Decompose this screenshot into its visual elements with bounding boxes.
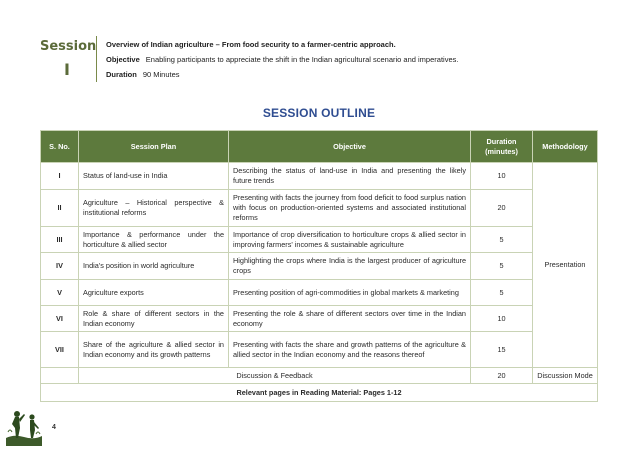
row-objective: Presenting with facts the journey from food deficit to food surplus nation with focus on production-oriented systems and associated institutional reforms [229, 190, 471, 227]
row-duration: 20 [471, 190, 533, 227]
relevant-pages: Relevant pages in Reading Material: Pages 1-12 [41, 384, 598, 402]
table-row [41, 227, 598, 253]
objective-line [106, 55, 458, 64]
col-header-session-plan: Session Plan [79, 131, 229, 163]
objective-label: Objective [106, 55, 140, 64]
row-plan: Agriculture exports [79, 280, 229, 306]
methodology-cell: Presentation [533, 163, 598, 368]
row-objective: Presenting with facts the share and growth patterns of the agriculture & allied sector in the Indian economy and the reasons thereof [229, 332, 471, 368]
row-sno: VI [41, 306, 79, 332]
session-outline-table [40, 130, 598, 402]
table-row [41, 163, 598, 190]
page-number: 4 [52, 424, 56, 431]
outline-title: SESSION OUTLINE [262, 106, 376, 120]
row-objective: Highlighting the crops where India is the largest producer of agriculture crops [229, 253, 471, 280]
row-duration: 5 [471, 227, 533, 253]
duration-text: 90 Minutes [142, 70, 180, 79]
row-objective: Presenting the role & share of different sectors over time in the Indian economy [229, 306, 471, 332]
row-sno: III [41, 227, 79, 253]
duration-line [106, 70, 180, 79]
row-objective: Presenting position of agri-commodities in global markets & marketing [229, 280, 471, 306]
relevant-pages-row [41, 384, 598, 402]
session-title: Overview of Indian agriculture – From food security to a farmer-centric approach. [106, 40, 396, 49]
table-header-row [41, 131, 598, 163]
col-header-methodology: Methodology [533, 131, 598, 163]
farmers-silhouette-logo [6, 404, 42, 446]
row-plan: Share of the agriculture & allied sector in Indian economy and its growth patterns [79, 332, 229, 368]
row-objective: Describing the status of land-use in India and presenting the likely future trends [229, 163, 471, 190]
row-duration: 5 [471, 280, 533, 306]
row-plan: Importance & performance under the horticulture & allied sector [79, 227, 229, 253]
row-objective: Importance of crop diversification to horticulture crops & allied sector in improving farmers' incomes & sustainable agriculture [229, 227, 471, 253]
col-header-objective: Objective [229, 131, 471, 163]
row-duration: 15 [471, 332, 533, 368]
discussion-label: Discussion & Feedback [79, 368, 471, 384]
row-plan: India's position in world agriculture [79, 253, 229, 280]
table-row [41, 190, 598, 227]
row-duration: 10 [471, 306, 533, 332]
session-number: I [64, 60, 70, 79]
row-sno: II [41, 190, 79, 227]
row-sno: VII [41, 332, 79, 368]
row-plan: Status of land-use in India [79, 163, 229, 190]
row-duration: 10 [471, 163, 533, 190]
table-row [41, 306, 598, 332]
table-row [41, 332, 598, 368]
row-sno: I [41, 163, 79, 190]
discussion-empty-cell [41, 368, 79, 384]
table-row [41, 280, 598, 306]
row-plan: Role & share of different sectors in the Indian economy [79, 306, 229, 332]
row-sno: IV [41, 253, 79, 280]
discussion-row [41, 368, 598, 384]
discussion-method: Discussion Mode [533, 368, 598, 384]
row-plan: Agriculture – Historical perspective & institutional reforms [79, 190, 229, 227]
row-sno: V [41, 280, 79, 306]
table-row [41, 253, 598, 280]
header-divider [96, 36, 97, 82]
duration-label: Duration [106, 70, 137, 79]
session-label: Session [40, 39, 97, 54]
col-header-duration: Duration (minutes) [471, 131, 533, 163]
row-duration: 5 [471, 253, 533, 280]
col-header-sno: S. No. [41, 131, 79, 163]
discussion-duration: 20 [471, 368, 533, 384]
objective-text: Enabling participants to appreciate the shift in the Indian agricultural scenario and imperatives. [145, 55, 459, 64]
